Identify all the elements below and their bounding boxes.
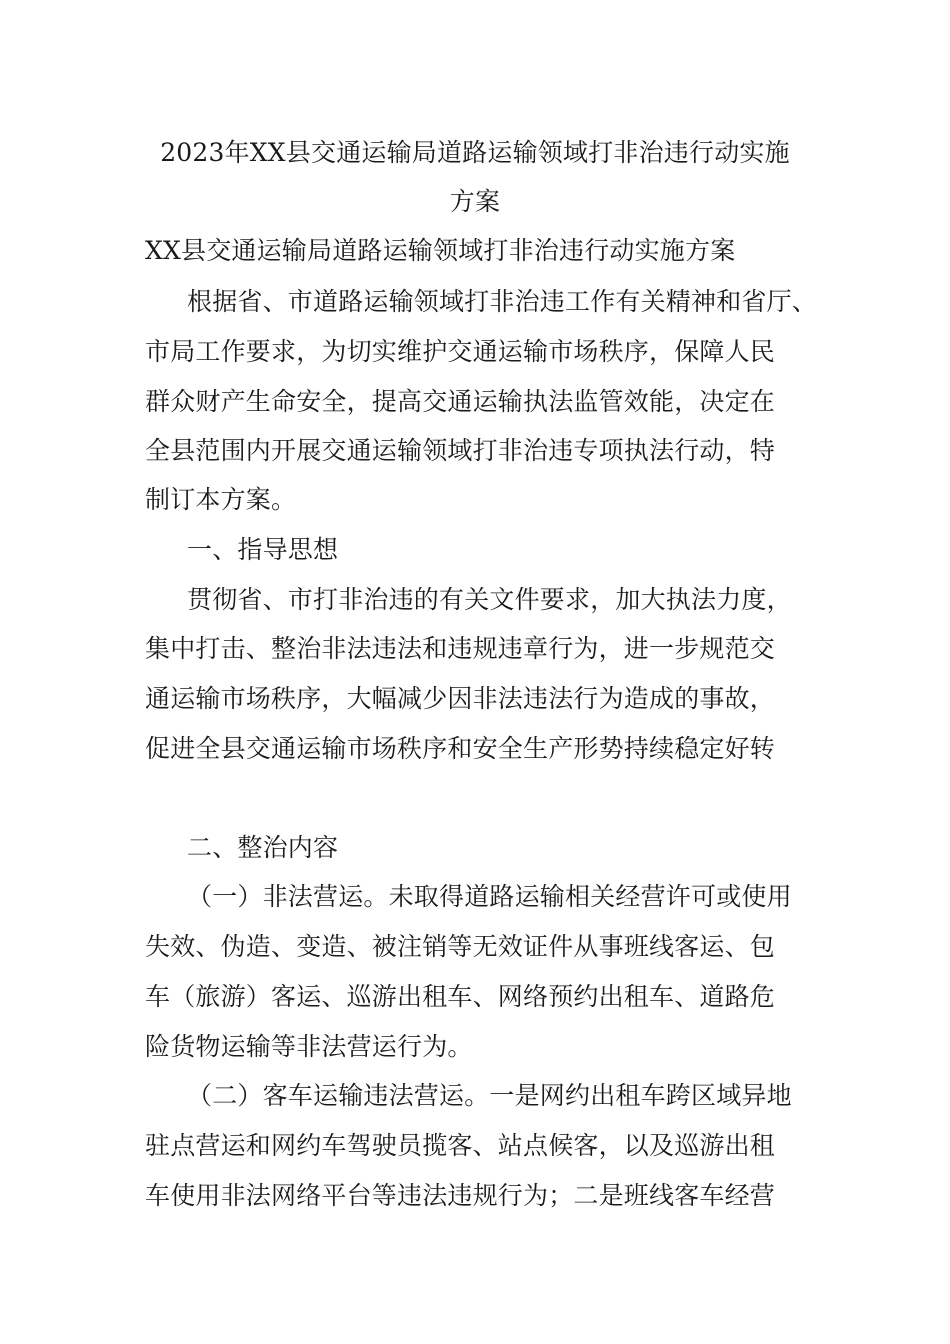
item1-line: 车（旅游）客运、巡游出租车、网络预约出租车、道路危 <box>145 982 776 1011</box>
intro-line: 全县范围内开展交通运输领域打非治违专项执法行动，特 <box>145 436 776 465</box>
section1-body-line: 促进全县交通运输市场秩序和安全生产形势持续稳定好转 <box>145 734 776 763</box>
section1-body-line: 贯彻省、市打非治违的有关文件要求，加大执法力度， <box>187 585 792 614</box>
document-title-line-1: 2023年XX县交通运输局道路运输领域打非治违行动实施 <box>160 138 790 167</box>
item1-line: 失效、伪造、变造、被注销等无效证件从事班线客运、包 <box>145 932 776 961</box>
intro-line: 市局工作要求，为切实维护交通运输市场秩序，保障人民 <box>145 337 776 366</box>
item1-line: （一）非法营运。未取得道路运输相关经营许可或使用 <box>187 882 792 911</box>
document-title-line-2: 方案 <box>449 187 501 216</box>
section-heading-guiding-ideology: 一、指导思想 <box>187 535 339 564</box>
section1-body-line: 通运输市场秩序，大幅减少因非法违法行为造成的事故， <box>145 684 776 713</box>
section1-body-line: 集中打击、整治非法违法和违规违章行为，进一步规范交 <box>145 634 776 663</box>
intro-line: 根据省、市道路运输领域打非治违工作有关精神和省厅、 <box>187 287 818 316</box>
intro-line: 群众财产生命安全，提高交通运输执法监管效能，决定在 <box>145 387 776 416</box>
item2-line: （二）客车运输违法营运。一是网约出租车跨区域异地 <box>187 1081 792 1110</box>
item1-line: 险货物运输等非法营运行为。 <box>145 1032 473 1061</box>
document-subtitle: XX县交通运输局道路运输领域打非治违行动实施方案 <box>145 236 736 265</box>
intro-line: 制订本方案。 <box>145 485 297 514</box>
section-heading-rectification-content: 二、整治内容 <box>187 833 339 862</box>
item2-line: 车使用非法网络平台等违法违规行为；二是班线客车经营 <box>145 1181 776 1210</box>
item2-line: 驻点营运和网约车驾驶员揽客、站点候客，以及巡游出租 <box>145 1131 776 1160</box>
